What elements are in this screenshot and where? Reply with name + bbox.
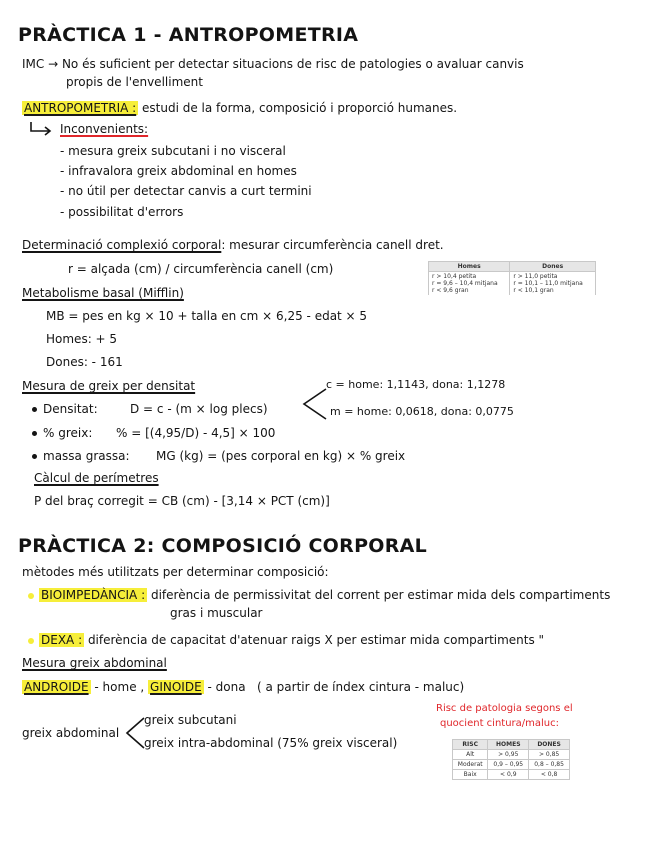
complexio-table-cell: r > 11,0 petita r = 10,1 – 11,0 mitjana r < 10,1 gran <box>510 272 596 296</box>
inconvenient-item: - infravalora greix abdominal en homes <box>60 164 297 178</box>
antropometria-definition: estudi de la forma, composició i proporció humanes. <box>142 101 458 115</box>
complexio-table <box>428 261 596 295</box>
complexio-title: Determinació complexió corporal <box>22 238 222 252</box>
perimetres-title: Càlcul de perímetres <box>34 471 159 485</box>
table-row: Moderat 0,9 – 0,95 0,8 – 0,85 <box>453 760 570 770</box>
mb-homes: Homes: + 5 <box>46 332 118 346</box>
complexio-line <box>22 238 444 252</box>
risc-note-line1: Risc de patologia segons el <box>436 703 573 714</box>
complexio-formula: r = alçada (cm) / circumferència canell (cm) <box>68 262 334 276</box>
bullet-icon <box>32 431 37 436</box>
ginoide-term: GINOIDE <box>150 680 202 694</box>
risc-note <box>436 701 573 731</box>
bioimpedancia-line <box>28 588 610 602</box>
brace-icon <box>124 716 146 754</box>
bioimpedancia-term: BIOIMPEDÀNCIA : <box>41 588 146 602</box>
brace-icon <box>300 387 328 425</box>
practica2-title: PRÀCTICA 2: COMPOSICIÓ CORPORAL <box>18 535 428 557</box>
metodes-intro: mètodes més utilitzats per determinar composició: <box>22 565 329 579</box>
dexa-term: DEXA : <box>41 633 83 647</box>
abdominal-title: Mesura greix abdominal <box>22 656 167 670</box>
bullet-icon <box>32 454 37 459</box>
metabolisme-title: Metabolisme basal (Mifflin) <box>22 286 184 300</box>
complexio-table-header: Homes <box>429 262 510 272</box>
densitat-item: Densitat: <box>32 402 98 416</box>
androide-ginoide-line: ANDROIDE - home , GINOIDE - dona ( a partir de índex cintura - maluc) <box>24 680 465 694</box>
perimetres-formula: P del braç corregit = CB (cm) - [3,14 × PCT (cm)] <box>34 494 330 508</box>
antropometria-term: ANTROPOMETRIA : <box>24 101 137 115</box>
risc-note-line2: quocient cintura/maluc: <box>440 718 560 729</box>
densitat-m: m = home: 0,0618, dona: 0,0775 <box>330 405 514 418</box>
mb-dones: Dones: - 161 <box>46 355 123 369</box>
risc-table-header: DONES <box>529 740 570 750</box>
table-row: Baix < 0,9 < 0,8 <box>453 770 570 780</box>
densitat-title: Mesura de greix per densitat <box>22 379 196 393</box>
imc-line2: propis de l'envelliment <box>66 75 203 89</box>
inconvenient-item: - mesura greix subcutani i no visceral <box>60 144 286 158</box>
risc-table-header: RISC <box>453 740 488 750</box>
complexio-table-header: Dones <box>510 262 596 272</box>
greix-item: % greix: <box>32 426 92 440</box>
complexio-rest: : mesurar circumferència canell dret. <box>221 238 444 252</box>
complexio-table-cell: r > 10,4 petita r = 9,6 – 10,4 mitjana r < 9,6 gran <box>429 272 510 296</box>
risc-table <box>452 739 570 780</box>
inconvenient-item: - no útil per detectar canvis a curt termini <box>60 184 312 198</box>
greix-intra: greix intra-abdominal (75% greix visceral) <box>144 736 398 750</box>
risc-table-header: HOMES <box>488 740 529 750</box>
bullet-icon <box>28 638 34 644</box>
inconvenient-item: - possibilitat d'errors <box>60 205 184 219</box>
greix-abdominal: greix abdominal <box>22 726 120 740</box>
massa-formula: MG (kg) = (pes corporal en kg) × % greix <box>156 449 406 463</box>
index-note: ( a partir de índex cintura - maluc) <box>257 680 465 694</box>
dexa-def: diferència de capacitat d'atenuar raigs X per estimar mida compartiments " <box>87 633 545 647</box>
practica1-title: PRÀCTICA 1 - ANTROPOMETRIA <box>18 24 359 46</box>
massa-item: massa grassa: <box>32 449 130 463</box>
table-row: Alt > 0,95 > 0,85 <box>453 750 570 760</box>
greix-subcutani: greix subcutani <box>144 713 237 727</box>
bioimpedancia-def2: gras i muscular <box>170 606 263 620</box>
arrow-icon <box>28 121 56 141</box>
greix-formula: % = [(4,95/D) - 4,5] × 100 <box>116 426 276 440</box>
antropometria-line <box>22 101 457 115</box>
bioimpedancia-def: diferència de permissivitat del corrent per estimar mida dels compartiments <box>150 588 611 602</box>
mb-formula: MB = pes en kg × 10 + talla en cm × 6,25 - edat × 5 <box>46 309 368 323</box>
dexa-line <box>28 633 544 647</box>
densitat-c: c = home: 1,1143, dona: 1,1278 <box>326 378 506 391</box>
imc-line1: IMC → No és suficient per detectar situacions de risc de patologies o avaluar canvis <box>22 57 524 71</box>
inconvenients-label: Inconvenients: <box>60 122 149 136</box>
bullet-icon <box>28 593 34 599</box>
densitat-formula: D = c - (m × log plecs) <box>130 402 268 416</box>
androide-term: ANDROIDE <box>24 680 89 694</box>
bullet-icon <box>32 407 37 412</box>
